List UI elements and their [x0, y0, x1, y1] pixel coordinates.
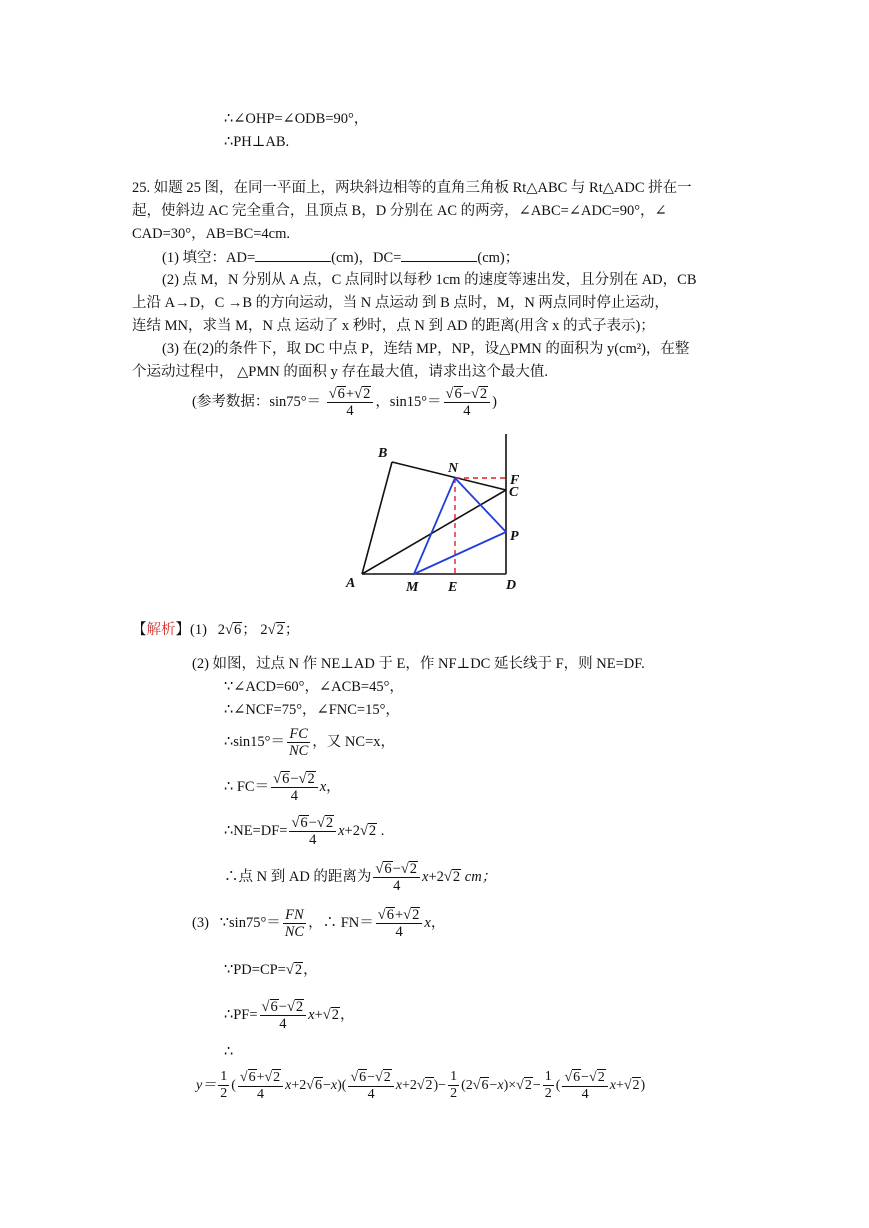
text-line: ∴PH⊥AB.: [224, 134, 290, 150]
segment-mn: [414, 478, 455, 574]
question-3: 个运动过程中， △PMN 的面积 y 存在最大值，请求出这个最大值.: [132, 364, 548, 380]
label-b: B: [378, 446, 388, 461]
question-2: (2) 点 M，N 分别从 A 点，C 点同时以每秒 1cm 的速度等速出发，且分别在 AD，CB: [162, 272, 697, 288]
solution-line: ∴sin15°＝ $\frac{FC}{NC}$ ，又 NC=x，: [224, 726, 395, 760]
solution-2: (2) 如图，过点 N 作 NE⊥AD 于 E，作 NF⊥DC 延长线于 F，则 NE=DF.: [192, 656, 645, 672]
label-p: P: [510, 529, 519, 544]
question-2: 上沿 A→D，C →B 的方向运动，当 N 点运动 到 B 点时，M，N 两点同时停止运动，: [132, 295, 669, 311]
question-2: 连结 MN，求当 M，N 点 运动了 x 秒时，点 N 到 AD 的距离(用含 x 的式子表示)；: [132, 318, 655, 334]
solution-line: ∴∠NCF=75°，∠FNC=15°，: [224, 702, 400, 718]
solution-1: 【解析】(1) 2√6； 2√2；: [132, 622, 300, 638]
label-n: N: [448, 461, 459, 476]
solution-line: ∴: [224, 1044, 234, 1060]
solution-line: ∵∠ACD=60°，∠ACB=45°，: [224, 679, 404, 695]
question-1: (1) 填空：AD= (cm)，DC= (cm)；: [162, 247, 519, 268]
solution-line: ∴NE=DF= $\frac{√6-√2}{4}$ x+2√2 .: [224, 815, 385, 849]
solution-line: ∵PD=CP=√2，: [224, 962, 318, 978]
answer-blank: [401, 247, 477, 262]
label-f: F: [510, 473, 520, 488]
label-d: D: [506, 578, 517, 593]
label-e: E: [448, 580, 458, 595]
problem-text: CAD=30°，AB=BC=4cm.: [132, 226, 291, 242]
analysis-tag: 解析: [146, 622, 176, 638]
problem-text: 25. 如题 25 图，在同一平面上，两块斜边相等的直角三角板 Rt△ABC 与 Rt△ADC 拼在一: [132, 180, 692, 196]
solution-line: ∴PF= $\frac{√6-√2}{4}$ x+√2，: [224, 999, 355, 1033]
segment-mp: [414, 532, 506, 574]
geometry-figure: [340, 432, 540, 597]
area-formula: y＝ $\frac{1}{2}$ ( $\frac{√6+√2}{4}$ x+2√6−x)( $\frac{√6-√2}{4}$ x+2√2)− $\frac{1}{2}$ (2√6−x)×√2− $\frac{1}{2}$ ( $\frac{√6-√2}{4}$ x+√2): [196, 1069, 646, 1102]
reference-data: (参考数据：sin75°＝ $\frac{√6+√2}{4}$ ，sin15°＝ $\frac{√6-√2}{4}$ ): [192, 386, 498, 420]
question-3: (3) 在(2)的条件下，取 DC 中点 P，连结 MP，NP，设△PMN 的面积为 y(cm²)，在整: [162, 341, 690, 357]
solution-3: (3) ∵sin75°＝ $\frac{FN}{NC}$ ，∴ FN＝ $\frac{√6+√2}{4}$ x，: [192, 907, 446, 941]
segment-np: [455, 478, 506, 532]
segment-ab: [362, 462, 392, 574]
text-line: ∴∠OHP=∠ODB=90°，: [224, 111, 369, 127]
segment-ac: [362, 490, 506, 574]
solution-line: ∴点 N 到 AD 的距离为 $\frac{√6-√2}{4}$ x+2√2 cm；: [224, 861, 497, 895]
label-m: M: [406, 580, 419, 595]
label-a: A: [346, 576, 356, 591]
label-c: C: [509, 485, 519, 500]
answer-blank: [255, 247, 331, 262]
solution-line: ∴ FC＝ $\frac{√6-√2}{4}$ x，: [224, 771, 341, 805]
problem-text: 起，使斜边 AC 完全重合，且顶点 B，D 分别在 AC 的两旁，∠ABC=∠ADC=90°，∠: [132, 203, 667, 219]
